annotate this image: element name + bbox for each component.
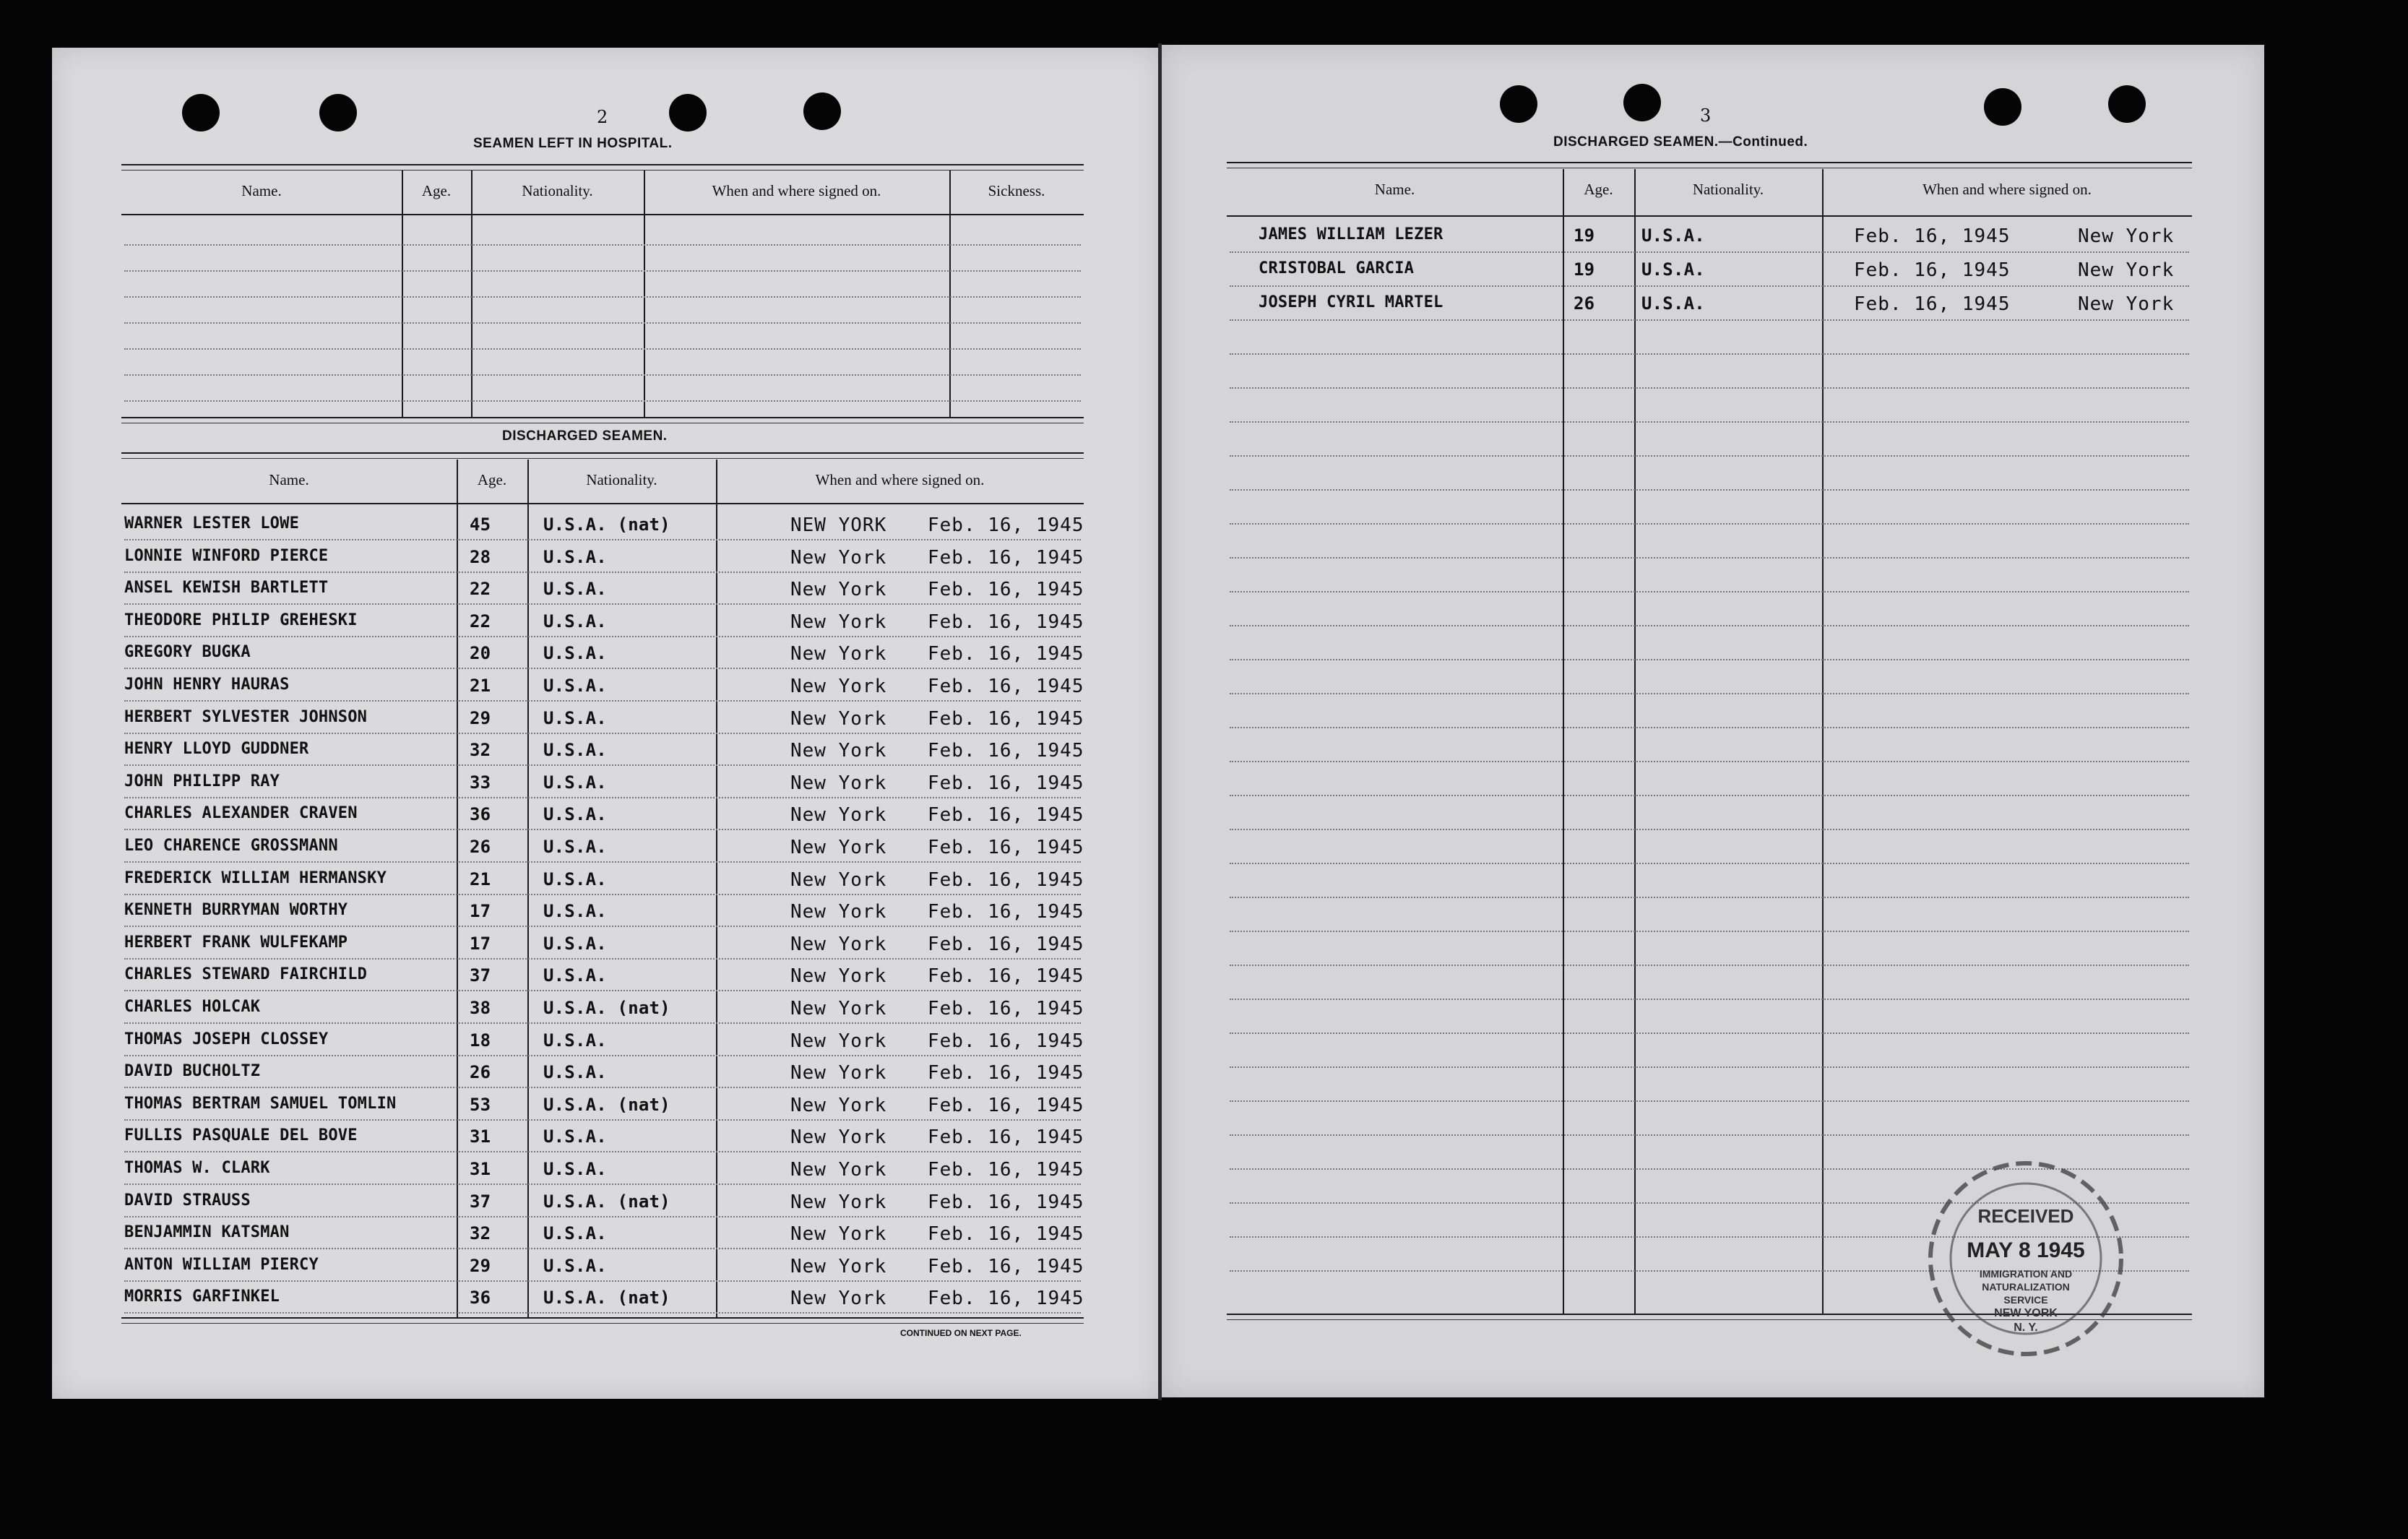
right-col-name: Name. <box>1374 181 1415 198</box>
punch-hole <box>669 94 707 132</box>
signed-on-place: New York <box>790 1126 887 1148</box>
punch-hole <box>1984 88 2021 126</box>
signed-on-date: Feb. 16, 1945 <box>928 676 1084 697</box>
seaman-nationality: U.S.A. <box>543 1062 607 1082</box>
stamp-line: SERVICE <box>2003 1294 2048 1306</box>
hospital-row-line <box>124 322 1081 324</box>
seaman-age: 31 <box>470 1126 491 1147</box>
row-line <box>124 1151 1081 1152</box>
row-line <box>124 572 1081 573</box>
stamp-date-text: MAY 8 1945 <box>1967 1238 2085 1262</box>
signed-on-date: Feb. 16, 1945 <box>928 611 1084 633</box>
signed-on-place: New York <box>790 740 887 762</box>
seaman-name: BENJAMMIN KATSMAN <box>124 1223 290 1241</box>
punch-hole <box>803 92 841 130</box>
page-spine <box>1158 43 1162 1400</box>
seaman-age: 36 <box>470 1288 491 1308</box>
row-line <box>1230 829 2189 830</box>
seaman-age: 32 <box>470 1223 491 1243</box>
signed-on-place: New York <box>790 998 887 1019</box>
seaman-name: JOSEPH CYRIL MARTEL <box>1259 293 1443 311</box>
row-line <box>1230 727 2189 728</box>
hospital-table-bottom-rule <box>121 417 1084 418</box>
signed-on-date: Feb. 16, 1945 <box>928 514 1084 536</box>
signed-on-place: New York <box>790 1223 887 1245</box>
seaman-age: 19 <box>1574 225 1595 246</box>
seaman-name: HERBERT SYLVESTER JOHNSON <box>124 708 368 726</box>
seaman-name: JOHN PHILIPP RAY <box>124 772 280 790</box>
seaman-nationality: U.S.A. <box>543 1223 607 1243</box>
row-line <box>124 1216 1081 1217</box>
seaman-name: THEODORE PHILIP GREHESKI <box>124 611 358 629</box>
row-line <box>124 603 1081 605</box>
discharged-heading: DISCHARGED SEAMEN. <box>502 428 668 444</box>
row-line <box>1230 1033 2189 1034</box>
right-col-divider <box>1634 169 1636 1314</box>
continued-note: CONTINUED ON NEXT PAGE. <box>900 1328 1022 1338</box>
seaman-nationality: U.S.A. <box>543 708 607 728</box>
seaman-name: ANSEL KEWISH BARTLETT <box>124 579 329 597</box>
row-line <box>124 1280 1081 1282</box>
seaman-name: CHARLES ALEXANDER CRAVEN <box>124 804 358 822</box>
right-col-signed-on: When and where signed on. <box>1922 181 2092 198</box>
discharged-col-divider <box>716 460 717 1317</box>
seaman-nationality: U.S.A. <box>1641 293 1705 314</box>
seaman-nationality: U.S.A. (nat) <box>543 1191 670 1212</box>
seaman-name: CHARLES HOLCAK <box>124 998 261 1016</box>
row-line <box>124 1312 1081 1314</box>
row-line <box>124 990 1081 991</box>
hospital-heading: SEAMEN LEFT IN HOSPITAL. <box>473 136 673 151</box>
seaman-name: JAMES WILLIAM LEZER <box>1259 225 1443 243</box>
seaman-age: 22 <box>470 579 491 599</box>
row-line <box>1230 319 2189 321</box>
seaman-name: HERBERT FRANK WULFEKAMP <box>124 934 348 952</box>
row-line <box>1230 693 2189 694</box>
hospital-header-rule <box>121 214 1084 215</box>
right-col-divider <box>1822 169 1824 1314</box>
seaman-nationality: U.S.A. <box>543 611 607 631</box>
row-line <box>124 1248 1081 1249</box>
right-table-top-rule <box>1227 162 2192 163</box>
seaman-nationality: U.S.A. (nat) <box>543 514 670 535</box>
hospital-col-signed-on: When and where signed on. <box>712 182 881 199</box>
signed-on-date: Feb. 16, 1945 <box>928 1159 1084 1181</box>
seaman-nationality: U.S.A. <box>543 869 607 889</box>
discharged-col-name: Name. <box>269 471 309 488</box>
row-line <box>124 764 1081 766</box>
received-stamp <box>1923 1156 2129 1362</box>
signed-on-date: Feb. 16, 1945 <box>928 1191 1084 1213</box>
seaman-age: 36 <box>470 804 491 824</box>
seaman-nationality: U.S.A. <box>543 772 607 793</box>
signed-on-place: New York <box>790 934 887 955</box>
seaman-nationality: U.S.A. <box>1641 225 1705 246</box>
discharged-table-bottom-rule-2 <box>121 1323 1084 1324</box>
row-line <box>1230 863 2189 864</box>
row-line <box>124 668 1081 669</box>
hospital-col-name: Name. <box>241 182 282 199</box>
stamp-line: NEW YORK <box>1994 1307 2058 1319</box>
seaman-age: 17 <box>470 901 491 921</box>
row-line <box>124 1022 1081 1024</box>
signed-on-date: Feb. 16, 1945 <box>928 1030 1084 1052</box>
signed-on-place: New York <box>790 772 887 794</box>
row-line <box>1230 795 2189 796</box>
signed-on-place: New York <box>790 1256 887 1277</box>
signed-on-date: Feb. 16, 1945 <box>928 547 1084 569</box>
seaman-age: 33 <box>470 772 491 793</box>
signed-on-date: Feb. 16, 1945 <box>928 998 1084 1019</box>
right-header-rule <box>1227 215 2192 217</box>
signed-on-date: Feb. 16, 1945 <box>928 804 1084 826</box>
right-col-nationality: Nationality. <box>1692 181 1764 198</box>
row-line <box>1230 1100 2189 1102</box>
signed-on-date: Feb. 16, 1945 <box>1854 259 2011 281</box>
stamp-line: IMMIGRATION AND <box>1979 1268 2073 1280</box>
page-number-right: 3 <box>1700 105 1712 126</box>
seaman-name: WARNER LESTER LOWE <box>124 514 300 533</box>
row-line <box>124 797 1081 798</box>
signed-on-date: Feb. 16, 1945 <box>928 934 1084 955</box>
seaman-age: 20 <box>470 643 491 663</box>
seaman-age: 37 <box>470 965 491 986</box>
signed-on-place: New York <box>2078 259 2175 281</box>
seaman-nationality: U.S.A. <box>543 804 607 824</box>
discharged-col-signed-on: When and where signed on. <box>815 471 985 488</box>
row-line <box>1230 523 2189 525</box>
punch-hole <box>1623 84 1661 121</box>
hospital-col-divider <box>644 171 645 417</box>
seaman-age: 22 <box>470 611 491 631</box>
signed-on-date: Feb. 16, 1945 <box>928 869 1084 891</box>
signed-on-place: New York <box>790 708 887 730</box>
signed-on-date: Feb. 16, 1945 <box>928 1256 1084 1277</box>
seaman-age: 18 <box>470 1030 491 1051</box>
row-line <box>1230 557 2189 559</box>
seaman-nationality: U.S.A. (nat) <box>543 998 670 1018</box>
row-line <box>1230 285 2189 287</box>
seaman-name: DAVID STRAUSS <box>124 1191 251 1210</box>
seaman-age: 26 <box>470 837 491 857</box>
hospital-table-top-rule-2 <box>121 170 1084 171</box>
signed-on-place: New York <box>790 869 887 891</box>
row-line <box>1230 659 2189 660</box>
row-line <box>1230 455 2189 457</box>
row-line <box>1230 625 2189 626</box>
row-line <box>1230 761 2189 762</box>
signed-on-date: Feb. 16, 1945 <box>928 1062 1084 1084</box>
seaman-age: 19 <box>1574 259 1595 280</box>
discharged-col-divider <box>527 460 529 1317</box>
hospital-row-line <box>124 348 1081 350</box>
signed-on-place: New York <box>790 837 887 858</box>
stamp-line: N. Y. <box>2014 1322 2038 1334</box>
row-line <box>1230 1066 2189 1068</box>
seaman-age: 45 <box>470 514 491 535</box>
hospital-col-divider <box>402 171 403 417</box>
stamp-line: NATURALIZATION <box>1982 1281 2070 1293</box>
discharged-table-top-rule-2 <box>121 458 1084 459</box>
hospital-row-line <box>124 374 1081 376</box>
seaman-age: 29 <box>470 708 491 728</box>
row-line <box>1230 897 2189 898</box>
seaman-age: 17 <box>470 934 491 954</box>
seaman-nationality: U.S.A. <box>543 643 607 663</box>
discharged-header-rule <box>121 503 1084 504</box>
row-line <box>124 829 1081 830</box>
seaman-name: THOMAS JOSEPH CLOSSEY <box>124 1030 329 1048</box>
seaman-name: GREGORY BUGKA <box>124 643 251 661</box>
row-line <box>124 1119 1081 1121</box>
row-line <box>124 1055 1081 1056</box>
row-line <box>1230 353 2189 355</box>
row-line <box>124 700 1081 702</box>
seaman-nationality: U.S.A. <box>543 837 607 857</box>
signed-on-place: NEW YORK <box>790 514 887 536</box>
seaman-nationality: U.S.A. <box>543 579 607 599</box>
seaman-name: FREDERICK WILLIAM HERMANSKY <box>124 869 387 887</box>
seaman-nationality: U.S.A. <box>543 1030 607 1051</box>
seaman-name: LONNIE WINFORD PIERCE <box>124 547 329 565</box>
signed-on-place: New York <box>790 901 887 923</box>
signed-on-date: Feb. 16, 1945 <box>928 901 1084 923</box>
discharged-col-nationality: Nationality. <box>586 471 657 488</box>
seaman-nationality: U.S.A. (nat) <box>543 1095 670 1115</box>
signed-on-place: New York <box>790 1191 887 1213</box>
signed-on-date: Feb. 16, 1945 <box>928 837 1084 858</box>
row-line <box>1230 965 2189 966</box>
seaman-name: THOMAS W. CLARK <box>124 1159 270 1177</box>
hospital-row-line <box>124 400 1081 402</box>
row-line <box>124 636 1081 637</box>
seaman-name: LEO CHARENCE GROSSMANN <box>124 837 338 855</box>
seaman-age: 21 <box>470 869 491 889</box>
seaman-age: 31 <box>470 1159 491 1179</box>
hospital-col-sickness: Sickness. <box>988 182 1045 199</box>
seaman-age: 32 <box>470 740 491 760</box>
row-line <box>1230 931 2189 932</box>
signed-on-date: Feb. 16, 1945 <box>928 579 1084 600</box>
row-line <box>124 894 1081 895</box>
signed-on-date: Feb. 16, 1945 <box>928 1223 1084 1245</box>
seaman-age: 53 <box>470 1095 491 1115</box>
row-line <box>1230 421 2189 423</box>
seaman-name: DAVID BUCHOLTZ <box>124 1062 261 1080</box>
row-line <box>1230 489 2189 491</box>
punch-hole <box>2108 85 2146 123</box>
hospital-col-divider <box>471 171 472 417</box>
seaman-nationality: U.S.A. <box>543 1126 607 1147</box>
seaman-name: CRISTOBAL GARCIA <box>1259 259 1415 277</box>
row-line <box>1230 387 2189 389</box>
seaman-age: 37 <box>470 1191 491 1212</box>
stamp-received-text: RECEIVED <box>1977 1205 2074 1227</box>
signed-on-place: New York <box>790 804 887 826</box>
row-line <box>124 539 1081 540</box>
signed-on-date: Feb. 16, 1945 <box>928 643 1084 665</box>
seaman-age: 21 <box>470 676 491 696</box>
seaman-age: 26 <box>1574 293 1595 314</box>
seaman-name: FULLIS PASQUALE DEL BOVE <box>124 1126 358 1144</box>
seaman-name: HENRY LLOYD GUDDNER <box>124 740 309 758</box>
signed-on-place: New York <box>790 611 887 633</box>
row-line <box>1230 1134 2189 1136</box>
signed-on-place: New York <box>790 1095 887 1116</box>
seaman-age: 26 <box>470 1062 491 1082</box>
discharged-col-divider <box>457 460 458 1317</box>
signed-on-date: Feb. 16, 1945 <box>928 965 1084 987</box>
seaman-nationality: U.S.A. <box>1641 259 1705 280</box>
row-line <box>124 1087 1081 1088</box>
seaman-name: KENNETH BURRYMAN WORTHY <box>124 901 348 919</box>
signed-on-date: Feb. 16, 1945 <box>928 772 1084 794</box>
seaman-age: 29 <box>470 1256 491 1276</box>
row-line <box>124 861 1081 863</box>
page-number-left: 2 <box>597 107 608 127</box>
signed-on-place: New York <box>790 643 887 665</box>
seaman-name: JOHN HENRY HAURAS <box>124 676 290 694</box>
row-line <box>124 1184 1081 1185</box>
signed-on-date: Feb. 16, 1945 <box>928 708 1084 730</box>
seaman-age: 38 <box>470 998 491 1018</box>
right-col-divider <box>1563 169 1564 1314</box>
signed-on-place: New York <box>790 1062 887 1084</box>
right-col-age: Age. <box>1584 181 1613 198</box>
signed-on-place: New York <box>2078 225 2175 247</box>
signed-on-date: Feb. 16, 1945 <box>928 1095 1084 1116</box>
signed-on-place: New York <box>790 676 887 697</box>
discharged-continued-heading: DISCHARGED SEAMEN.—Continued. <box>1553 134 1808 150</box>
hospital-row-line <box>124 244 1081 246</box>
signed-on-place: New York <box>790 579 887 600</box>
hospital-table-top-rule <box>121 164 1084 165</box>
seaman-age: 28 <box>470 547 491 567</box>
row-line <box>1230 251 2189 253</box>
signed-on-place: New York <box>790 1288 887 1309</box>
seaman-name: MORRIS GARFINKEL <box>124 1288 280 1306</box>
row-line <box>124 958 1081 960</box>
seaman-nationality: U.S.A. <box>543 740 607 760</box>
seaman-nationality: U.S.A. <box>543 1159 607 1179</box>
discharged-col-age: Age. <box>477 471 507 488</box>
signed-on-date: Feb. 16, 1945 <box>928 1126 1084 1148</box>
signed-on-date: Feb. 16, 1945 <box>928 740 1084 762</box>
signed-on-place: New York <box>790 1030 887 1052</box>
seaman-nationality: U.S.A. <box>543 901 607 921</box>
signed-on-place: New York <box>790 965 887 987</box>
punch-hole <box>1500 85 1537 123</box>
row-line <box>1230 999 2189 1000</box>
hospital-col-divider <box>949 171 951 417</box>
row-line <box>124 733 1081 734</box>
signed-on-date: Feb. 16, 1945 <box>1854 293 2011 315</box>
seaman-nationality: U.S.A. <box>543 676 607 696</box>
hospital-row-line <box>124 296 1081 298</box>
hospital-row-line <box>124 270 1081 272</box>
signed-on-place: New York <box>2078 293 2175 315</box>
signed-on-place: New York <box>790 1159 887 1181</box>
seaman-nationality: U.S.A. <box>543 547 607 567</box>
seaman-name: CHARLES STEWARD FAIRCHILD <box>124 965 368 983</box>
hospital-col-nationality: Nationality. <box>522 182 593 199</box>
seaman-nationality: U.S.A. <box>543 934 607 954</box>
seaman-name: THOMAS BERTRAM SAMUEL TOMLIN <box>124 1095 397 1113</box>
row-line <box>1230 591 2189 592</box>
row-line <box>124 926 1081 927</box>
seaman-nationality: U.S.A. <box>543 965 607 986</box>
discharged-table-top-rule <box>121 452 1084 454</box>
seaman-nationality: U.S.A. (nat) <box>543 1288 670 1308</box>
signed-on-date: Feb. 16, 1945 <box>928 1288 1084 1309</box>
signed-on-date: Feb. 16, 1945 <box>1854 225 2011 247</box>
discharged-table-bottom-rule <box>121 1317 1084 1319</box>
punch-hole <box>319 94 357 132</box>
seaman-nationality: U.S.A. <box>543 1256 607 1276</box>
signed-on-place: New York <box>790 547 887 569</box>
punch-hole <box>182 94 220 132</box>
hospital-col-age: Age. <box>421 182 452 199</box>
seaman-name: ANTON WILLIAM PIERCY <box>124 1256 319 1274</box>
